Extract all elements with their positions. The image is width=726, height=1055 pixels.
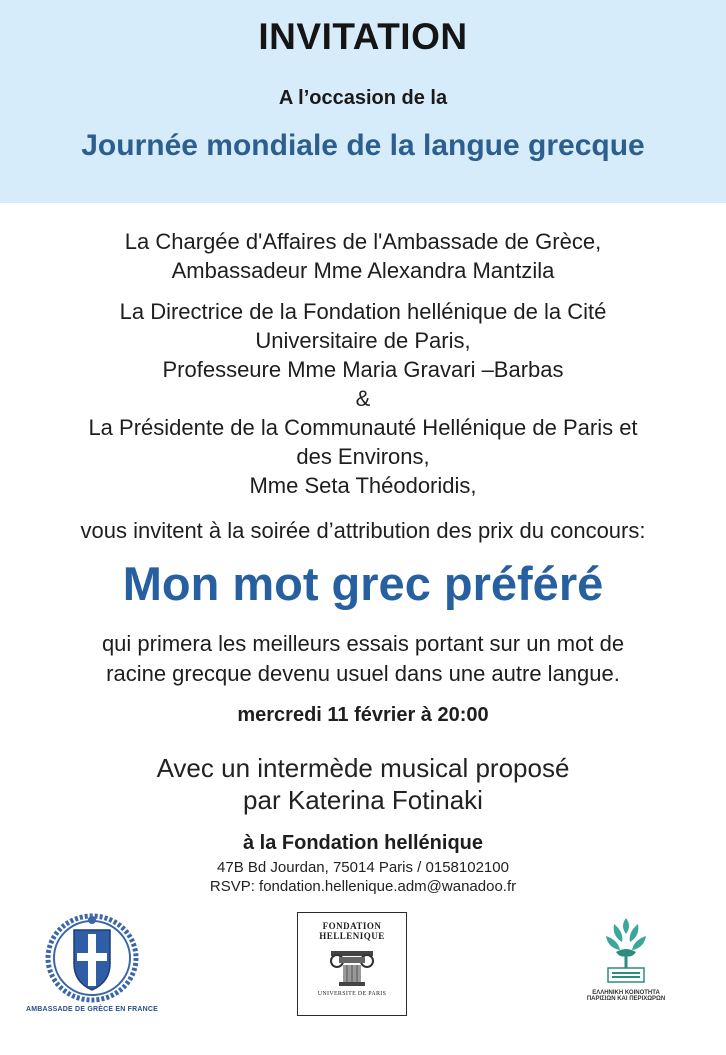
description	[0, 629, 726, 689]
contest-name: Mon mot grec préféré	[122, 557, 604, 610]
host-line-7: des Environs,	[296, 444, 430, 469]
description-line-1: qui primera les meilleurs essais portant sur un mot de	[101, 631, 625, 656]
invite-line: vous invitent à la soirée d’attribution des prix du concours:	[80, 518, 646, 543]
host-line-4: Universitaire de Paris,	[255, 328, 471, 353]
music-line-2: par Katerina Fotinaki	[243, 785, 483, 815]
host-line-8: Mme Seta Théodoridis,	[249, 473, 477, 498]
occasion-line: A l’occasion de la	[278, 87, 448, 109]
palmette-icon	[598, 912, 654, 988]
fondation-logo-line-3: UNIVERSITE DE PARIS	[317, 991, 387, 997]
greek-coat-of-arms-icon	[44, 908, 140, 1004]
venue-address: 47B Bd Jourdan, 75014 Paris / 0158102100	[217, 859, 509, 876]
host-line-5: Professeure Mme Maria Gravari –Barbas	[162, 357, 564, 382]
event-date: mercredi 11 février à 20:00	[237, 704, 489, 726]
event-name: Journée mondiale de la langue grecque	[81, 129, 645, 162]
description-line-2: racine grecque devenu usuel dans une autre langue.	[106, 661, 620, 686]
embassy-caption: AMBASSADE DE GRÈCE EN FRANCE	[26, 1006, 158, 1013]
host-line-2: Ambassadeur Mme Alexandra Mantzila	[171, 258, 555, 283]
community-logo	[566, 912, 686, 1022]
host-line-3: La Directrice de la Fondation hellénique de la Cité	[119, 299, 607, 324]
fondation-logo-line-1: FONDATION	[322, 921, 382, 931]
venue-details	[0, 858, 726, 896]
community-logo-line-2: ΠΑΡΙΣΙΩΝ ΚΑΙ ΠΕΡΙΧΩΡΩΝ	[586, 996, 666, 1002]
music-line-1: Avec un intermède musical proposé	[156, 753, 570, 783]
rsvp-email: RSVP: fondation.hellenique.adm@wanadoo.fr	[209, 878, 517, 895]
invitation-title: INVITATION	[258, 16, 468, 57]
embassy-logo	[22, 908, 162, 1028]
ionic-column-icon	[327, 947, 377, 987]
fondation-logo-line-2: HELLENIQUE	[319, 931, 385, 941]
host-line-1: La Chargée d'Affaires de l'Ambassade de Grèce,	[124, 229, 602, 254]
host-ampersand: &	[355, 386, 371, 411]
music-note	[0, 752, 726, 816]
host-line-6: La Présidente de la Communauté Hellénique de Paris et	[88, 415, 638, 440]
venue-name: à la Fondation hellénique	[242, 832, 484, 854]
community-logo-line-1: ΕΛΛΗΝΙΚΗ ΚΟΙΝΟΤΗΤΑ	[592, 990, 660, 996]
fondation-logo	[297, 912, 407, 1016]
